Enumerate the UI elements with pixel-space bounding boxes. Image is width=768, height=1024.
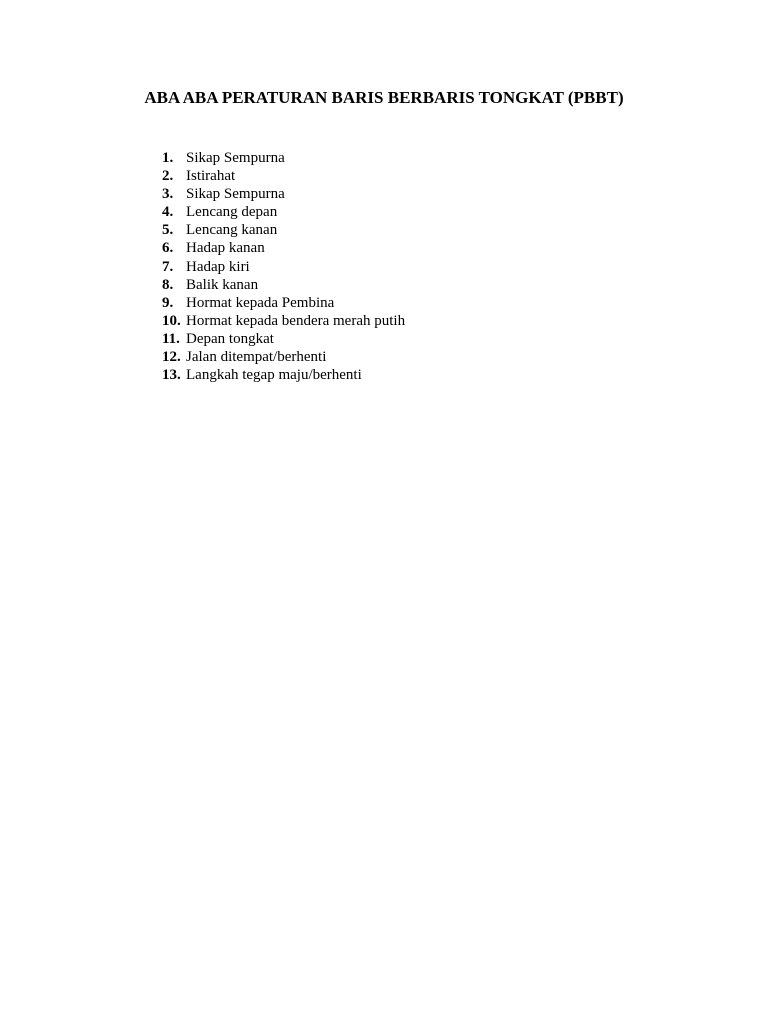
list-item-number: 6. <box>162 240 174 257</box>
list-item <box>162 203 405 221</box>
command-list <box>162 149 405 384</box>
list-item-text: Jalan ditempat/berhenti <box>186 349 327 366</box>
list-item-number: 7. <box>162 258 174 275</box>
list-item-number: 5. <box>162 222 174 239</box>
list-item-number: 8. <box>162 276 174 293</box>
list-item-text: Lencang depan <box>186 204 278 221</box>
list-item-number: 1. <box>162 150 174 166</box>
list-item-number: 2. <box>162 168 174 185</box>
document-title: ABA ABA PERATURAN BARIS BERBARIS TONGKAT (PBBT) <box>144 88 624 107</box>
list-item-text: Balik kanan <box>186 276 259 293</box>
list-item <box>162 312 405 330</box>
list-item-number: 4. <box>162 204 174 221</box>
list-item-text: Istirahat <box>186 168 236 185</box>
list-item <box>162 348 405 366</box>
list-item-text: Hadap kanan <box>186 240 265 257</box>
list-item-text: Langkah tegap maju/berhenti <box>186 367 362 384</box>
list-item <box>162 167 405 185</box>
list-item <box>162 366 405 384</box>
list-item <box>162 185 405 203</box>
list-item-number: 3. <box>162 186 174 203</box>
list-item-text: Depan tongkat <box>186 330 274 347</box>
list-item-text: Hormat kepada Pembina <box>186 294 335 311</box>
list-item-text: Hadap kiri <box>186 258 250 275</box>
list-item-number: 12. <box>162 349 181 366</box>
list-item-text: Sikap Sempurna <box>186 186 285 203</box>
list-item <box>162 276 405 294</box>
list-item-text: Sikap Sempurna <box>186 150 285 166</box>
list-item-number: 9. <box>162 294 174 311</box>
list-item-number: 13. <box>162 367 181 384</box>
list-item <box>162 258 405 276</box>
list-item <box>162 330 405 348</box>
list-item <box>162 221 405 239</box>
list-item <box>162 149 405 167</box>
list-item-text: Lencang kanan <box>186 222 278 239</box>
list-item-number: 11. <box>162 330 180 347</box>
list-item <box>162 239 405 257</box>
list-item-number: 10. <box>162 312 181 329</box>
list-item-text: Hormat kepada bendera merah putih <box>186 312 406 329</box>
list-item <box>162 294 405 312</box>
